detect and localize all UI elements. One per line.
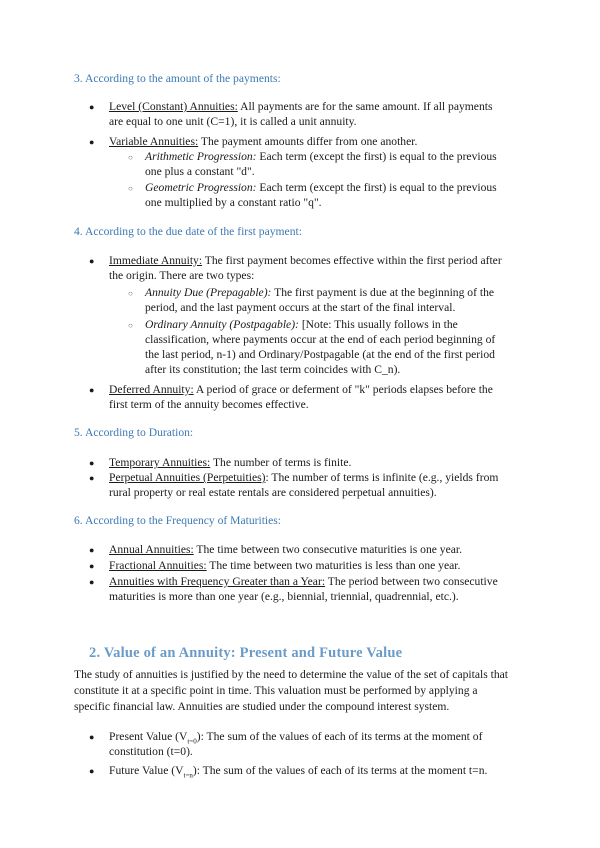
fv-label: Future Value (V	[109, 764, 184, 777]
section-3-heading: 3. According to the amount of the payments:	[74, 72, 281, 85]
item-text: ): The sum of the values of each of its terms at the moment of	[196, 730, 483, 743]
bullet-icon: ●	[89, 545, 95, 555]
term-ordinary-annuity: Ordinary Annuity (Postpagable):	[145, 318, 299, 331]
item-text-continued: rural property or real estate rentals are considered perpetual annuities).	[109, 486, 437, 499]
item-text: The time between two maturities is less than one year.	[206, 559, 461, 572]
circle-bullet-icon: ○	[128, 289, 133, 298]
item-text-continued: the origin. There are two types:	[109, 269, 255, 282]
circle-bullet-icon: ○	[128, 184, 133, 193]
item-text-continued: one multiplied by a constant ratio "q".	[145, 196, 322, 209]
item-text: The time between two consecutive maturities is one year.	[193, 543, 462, 556]
term-level-annuities: Level (Constant) Annuities:	[109, 100, 238, 113]
item-text: Each term (except the first) is equal to the previous	[256, 150, 497, 163]
item-text-continued: maturities is more than one year (e.g., biennial, triennial, quadrennial, etc.).	[109, 590, 459, 603]
bullet-icon: ●	[89, 137, 95, 147]
bullet-icon: ●	[89, 473, 95, 483]
list-item	[109, 470, 498, 485]
section-5-heading: 5. According to Duration:	[74, 426, 194, 439]
item-text: [Note: This usually follows in the	[298, 318, 458, 331]
list-item	[109, 382, 493, 397]
item-text: ): The sum of the values of each of its terms at the moment t=n.	[192, 764, 488, 777]
pv-label: Present Value (V	[109, 730, 188, 743]
item-text: The number of terms is finite.	[210, 456, 352, 469]
sub-list-item	[145, 149, 497, 164]
list-item	[109, 99, 492, 114]
list-item	[109, 542, 462, 557]
pv-subscript: t=0	[187, 737, 197, 746]
item-text: Each term (except the first) is equal to the previous	[256, 181, 497, 194]
item-text: All payments are for the same amount. If all payments	[237, 100, 493, 113]
paragraph-line: The study of annuities is justified by the need to determine the value of the set of capitals that	[74, 668, 509, 681]
term-arithmetic: Arithmetic Progression:	[145, 150, 257, 163]
circle-bullet-icon: ○	[128, 321, 133, 330]
term-geometric: Geometric Progression:	[145, 181, 257, 194]
sub-list-item	[145, 285, 494, 300]
term-annuity-due: Annuity Due (Prepagable):	[145, 286, 272, 299]
bullet-icon: ●	[89, 458, 95, 468]
paragraph-line: specific financial law. Annuities are studied under the compound interest system.	[74, 700, 450, 713]
list-item	[109, 558, 460, 573]
section-title-value-of-annuity: 2. Value of an Annuity: Present and Future Value	[89, 645, 403, 661]
sub-list-item	[145, 180, 497, 195]
term-temporary-annuities: Temporary Annuities:	[109, 456, 211, 469]
paragraph-line: constitute it at a specific point in time. This valuation must be performed by applying a	[74, 684, 478, 697]
item-text-continued: first term of the annuity becomes effective.	[109, 398, 309, 411]
bullet-icon: ●	[89, 102, 95, 112]
term-variable-annuities: Variable Annuities:	[109, 135, 199, 148]
section-4-heading: 4. According to the due date of the first payment:	[74, 225, 302, 238]
circle-bullet-icon: ○	[128, 153, 133, 162]
item-text-continued: one plus a constant "d".	[145, 165, 255, 178]
list-item-future-value	[109, 763, 487, 783]
list-item	[109, 134, 417, 149]
term-perpetual-annuities: Perpetual Annuities (Perpetuities)	[109, 471, 266, 484]
term-immediate-annuity: Immediate Annuity:	[109, 254, 203, 267]
bullet-icon: ●	[89, 732, 95, 742]
list-item	[109, 253, 502, 268]
item-text: The payment amounts differ from one another.	[198, 135, 418, 148]
sub-list-item	[145, 317, 458, 332]
term-frequency-annuities: Annuities with Frequency Greater than a Year:	[109, 575, 326, 588]
item-text-continued: period, and the last payment occurs at the start of the final interval.	[145, 301, 456, 314]
bullet-icon: ●	[89, 766, 95, 776]
item-text: A period of grace or deferment of "k" periods elapses before the	[193, 383, 493, 396]
item-text: : The number of terms is infinite (e.g., yields from	[265, 471, 499, 484]
bullet-icon: ●	[89, 561, 95, 571]
term-deferred-annuity: Deferred Annuity:	[109, 383, 194, 396]
bullet-icon: ●	[89, 256, 95, 266]
item-text: The first payment becomes effective within the first period after	[202, 254, 502, 267]
term-annual-annuities: Annual Annuities:	[109, 543, 194, 556]
list-item	[109, 574, 498, 589]
item-text-continued: classification, where payments occur at the end of each period beginning of	[145, 333, 496, 346]
bullet-icon: ●	[89, 577, 95, 587]
item-text: The first payment is due at the beginning of the	[271, 286, 495, 299]
list-item	[109, 455, 351, 470]
term-fractional-annuities: Fractional Annuities:	[109, 559, 207, 572]
item-text-continued: constitution (t=0).	[109, 745, 193, 758]
section-6-heading: 6. According to the Frequency of Maturities:	[74, 514, 282, 527]
bullet-icon: ●	[89, 385, 95, 395]
item-text-continued: the last period, n-1) and Ordinary/Postpagable (at the end of the first period	[145, 348, 495, 361]
item-text-continued: are equal to one unit (C=1), it is called a unit annuity.	[109, 115, 357, 128]
item-text: The period between two consecutive	[325, 575, 498, 588]
item-text-continued: after its constitution; the last term coincides with C_n).	[145, 363, 401, 376]
fv-subscript: t=n	[183, 771, 193, 780]
